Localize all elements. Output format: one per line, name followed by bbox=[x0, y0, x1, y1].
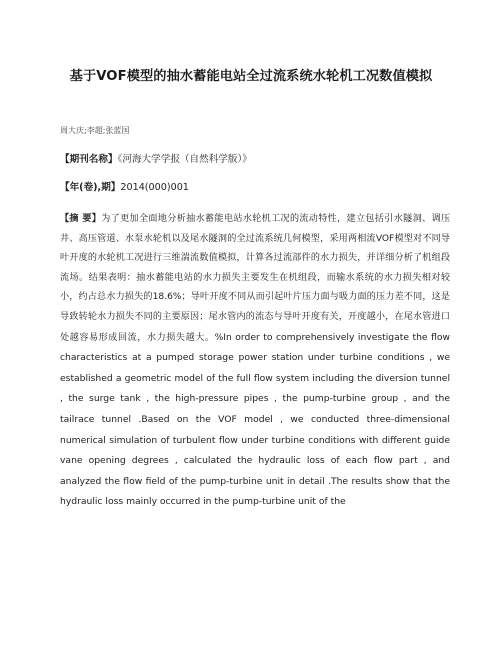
journal-value: 《河海大学学报（自然科学版）》 bbox=[117, 154, 252, 165]
paper-title: 基于VOF模型的抽水蓄能电站全过流系统水轮机工况数值模拟 bbox=[69, 69, 433, 84]
abstract-block bbox=[60, 210, 450, 513]
journal-name-row bbox=[60, 152, 252, 168]
journal-label: 【期刊名称】 bbox=[60, 154, 118, 165]
abstract-label: 【摘 要】 bbox=[60, 214, 102, 224]
author-list: 周大庆;李超;张蓝国 bbox=[60, 126, 130, 135]
volume-label: 【年(卷),期】 bbox=[60, 182, 121, 193]
abstract-chinese: 为了更加全面地分析抽水蓄能电站水轮机工况的流动特性，建立包括引水隧洞、调压井、高压管道、水泵水轮机以及尾水隧洞的全过流系统几何模型，采用两相流VOF模型对不同导叶开度的水轮机工况进行三维湍流数值模拟，计算各过流部件的水力损失，并详细分析了机组段流场。结果表明：抽水蓄能电站的水力损失主要发生在机组段，而输水系统的水力损失相对较小，约占总水力损失的18.6%；导叶开度不同从而引起叶片压力面与吸力面的压力差不同，这是导致转轮水力损失不同的主要原因；尾水管内的流态与导叶开度有关，开度越小，在尾水管进口处越容易形成回流，水力损失越大。 bbox=[60, 214, 450, 343]
volume-issue-row bbox=[60, 180, 189, 196]
abstract-english: %In order to comprehensively investigate the flow characteristics at a pumped storage power station under turbine conditions , we established a geometric model of the full flow system including the diversion tunnel , the surge tank , the high-pressure pipes , the pump-turbine group , and the tailrace tunnel .Based on the VOF model , we conducted three-dimensional numerical simulation of turbulent flow under turbine conditions with different guide vane opening degrees , calculated the hydraulic loss of each flow part , and analyzed the flow field of the pump-turbine unit in detail .The results show that the hydraulic loss mainly occurred in the pump-turbine unit of the bbox=[60, 331, 450, 508]
volume-value: 2014(000)001 bbox=[120, 182, 189, 193]
